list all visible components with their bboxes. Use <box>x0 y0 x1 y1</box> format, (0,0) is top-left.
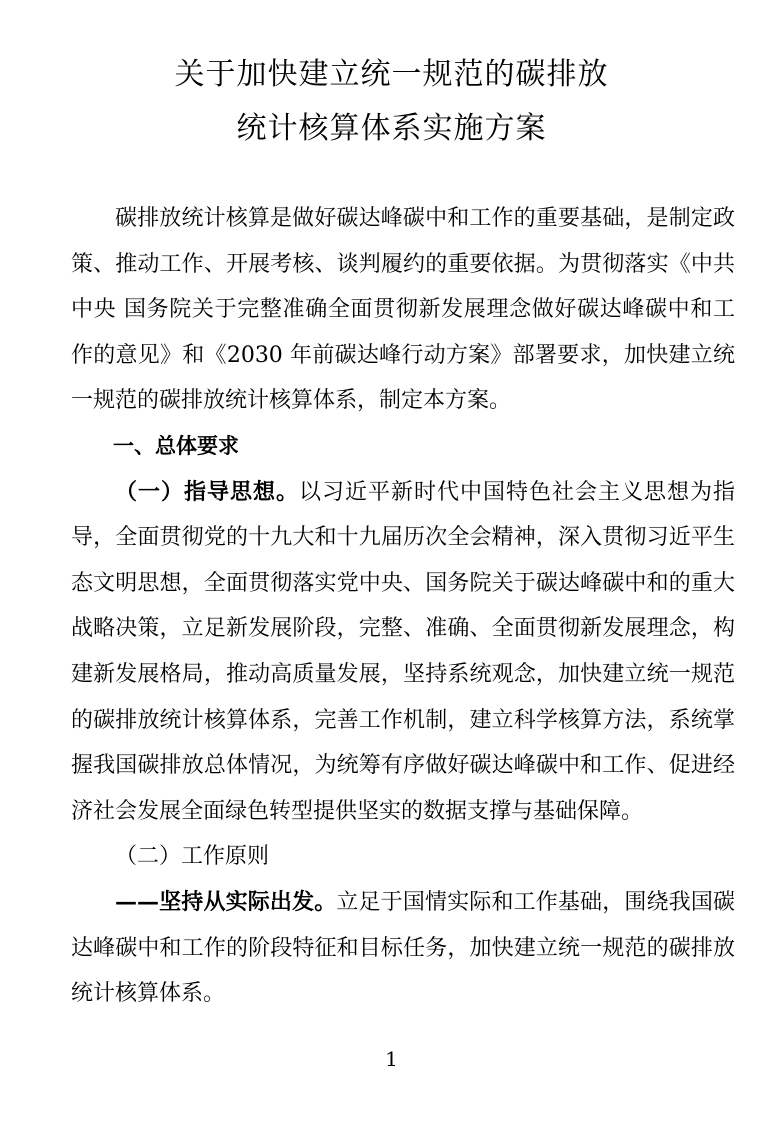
principle-paragraph <box>71 880 735 1017</box>
document-body <box>71 196 735 1017</box>
section-heading-general-requirements: 一、总体要求 <box>113 433 239 458</box>
document-title-line-1: 关于加快建立统一规范的碳排放 <box>174 57 609 92</box>
principle-lead: ——坚持从实际出发。 <box>115 888 337 915</box>
guiding-ideology-paragraph <box>71 470 735 835</box>
guiding-ideology-lead: （一）指导思想。 <box>115 478 299 505</box>
subsection-heading-work-principles: （二）工作原则 <box>115 844 270 870</box>
principle-text: 立足于国情实际和工作基础，围绕我国碳达峰碳中和工作的阶段特征和目标任务，加快建立统一规范的碳排放统计核算体系。 <box>71 889 735 1007</box>
intro-paragraph: 碳排放统计核算是做好碳达峰碳中和工作的重要基础，是制定政策、推动工作、开展考核、谈判履约的重要依据。为贯彻落实《中共中央 国务院关于完整准确全面贯彻新发展理念做好碳达峰碳中和工作的意见》和《2030 年前碳达峰行动方案》部署要求，加快建立统一规范的碳排放统计核算体系，制定本方案。 <box>71 206 735 414</box>
document-title-line-2: 统计核算体系实施方案 <box>236 111 547 146</box>
page-number: 1 <box>385 1047 398 1071</box>
guiding-ideology-text: 以习近平新时代中国特色社会主义思想为指导，全面贯彻党的十九大和十九届历次全会精神，深入贯彻习近平生态文明思想，全面贯彻落实党中央、国务院关于碳达峰碳中和的重大战略决策，立足新发展阶段，完整、准确、全面贯彻新发展理念，构建新发展格局，推动高质量发展，坚持系统观念，加快建立统一规范的碳排放统计核算体系，完善工作机制，建立科学核算方法，系统掌握我国碳排放总体情况，为统筹有序做好碳达峰碳中和工作、促进经济社会发展全面绿色转型提供坚实的数据支撑与基础保障。 <box>71 479 735 824</box>
